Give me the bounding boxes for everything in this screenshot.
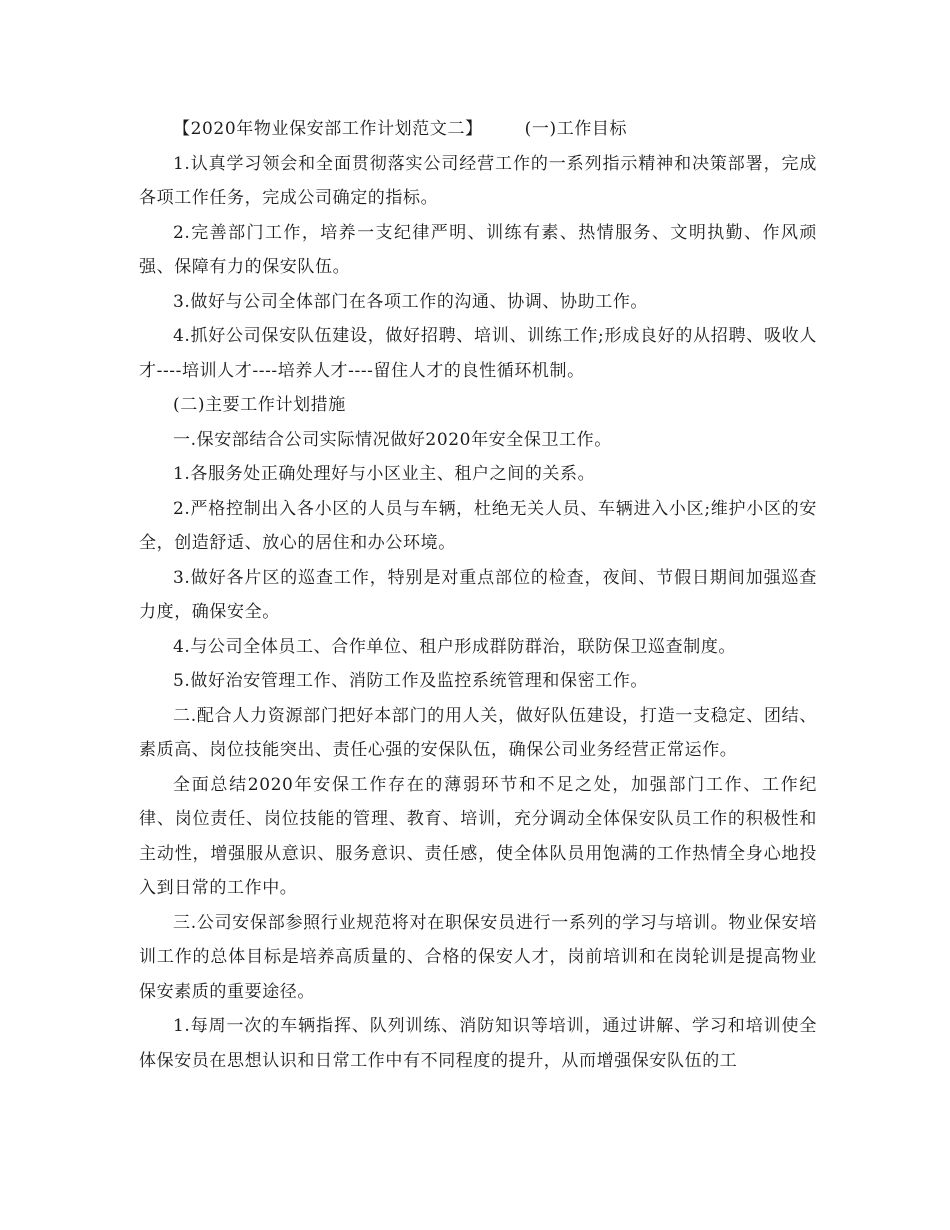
document-body: [139, 112, 817, 1078]
paragraph-measure-one-5: 5.做好治安管理工作、消防工作及监控系统管理和保密工作。: [173, 671, 649, 691]
title-line: [139, 112, 817, 147]
paragraph-goal-1: 1.认真学习领会和全面贯彻落实公司经营工作的一系列指示精神和决策部署，完成各项工作任务，完成公司确定的指标。: [139, 153, 817, 208]
paragraph-measure-one-1: 1.各服务处正确处理好与小区业主、租户之间的关系。: [173, 464, 596, 484]
paragraph-measure-three: 三.公司安保部参照行业规范将对在职保安员进行一系列的学习与培训。物业保安培训工作的总体目标是培养高质量的、合格的保安人才，岗前培训和在岗轮训是提高物业保安素质的重要途径。: [139, 912, 817, 1002]
paragraph-measure-one: 一.保安部结合公司实际情况做好2020年安全保卫工作。: [173, 429, 612, 450]
section-one-heading: (一)工作目标: [524, 119, 628, 139]
paragraph-goal-3: 3.做好与公司全体部门在各项工作的沟通、协调、协助工作。: [173, 291, 649, 312]
paragraph-goal-4: 4.抓好公司保安队伍建设，做好招聘、培训、训练工作;形成良好的从招聘、吸收人才----培训人才----培养人才----留住人才的良性循环机制。: [139, 326, 817, 381]
paragraph-goal-2: 2.完善部门工作，培养一支纪律严明、训练有素、热情服务、文明执勤、作风顽强、保障有力的保安队伍。: [139, 222, 817, 277]
paragraph-training-1: 1.每周一次的车辆指挥、队列训练、消防知识等培训，通过讲解、学习和培训使全体保安员在思想认识和日常工作中有不同程度的提升，从而增强保安队伍的工: [139, 1016, 817, 1071]
paragraph-measure-two: 二.配合人力资源部门把好本部门的用人关，做好队伍建设，打造一支稳定、团结、素质高、岗位技能突出、责任心强的安保队伍，确保公司业务经营正常运作。: [139, 705, 817, 760]
section-two-heading: (二)主要工作计划措施: [173, 395, 346, 415]
paragraph-measure-one-4: 4.与公司全体员工、合作单位、租户形成群防群治，联防保卫巡查制度。: [173, 636, 737, 657]
paragraph-measure-one-2: 2.严格控制出入各小区的人员与车辆，杜绝无关人员、车辆进入小区;维护小区的安全，创造舒适、放心的居住和办公环境。: [139, 498, 817, 553]
paragraph-summary: 全面总结2020年安保工作存在的薄弱环节和不足之处，加强部门工作、工作纪律、岗位责任、岗位技能的管理、教育、培训，充分调动全体保安队员工作的积极性和主动性，增强服从意识、服务意识、责任感，使全体队员用饱满的工作热情全身心地投入到日常的工作中。: [139, 774, 817, 898]
paragraph-measure-one-3: 3.做好各片区的巡查工作，特别是对重点部位的检查，夜间、节假日期间加强巡查力度，确保安全。: [139, 567, 817, 622]
document-title: 【2020年物业保安部工作计划范文二】: [173, 119, 483, 139]
